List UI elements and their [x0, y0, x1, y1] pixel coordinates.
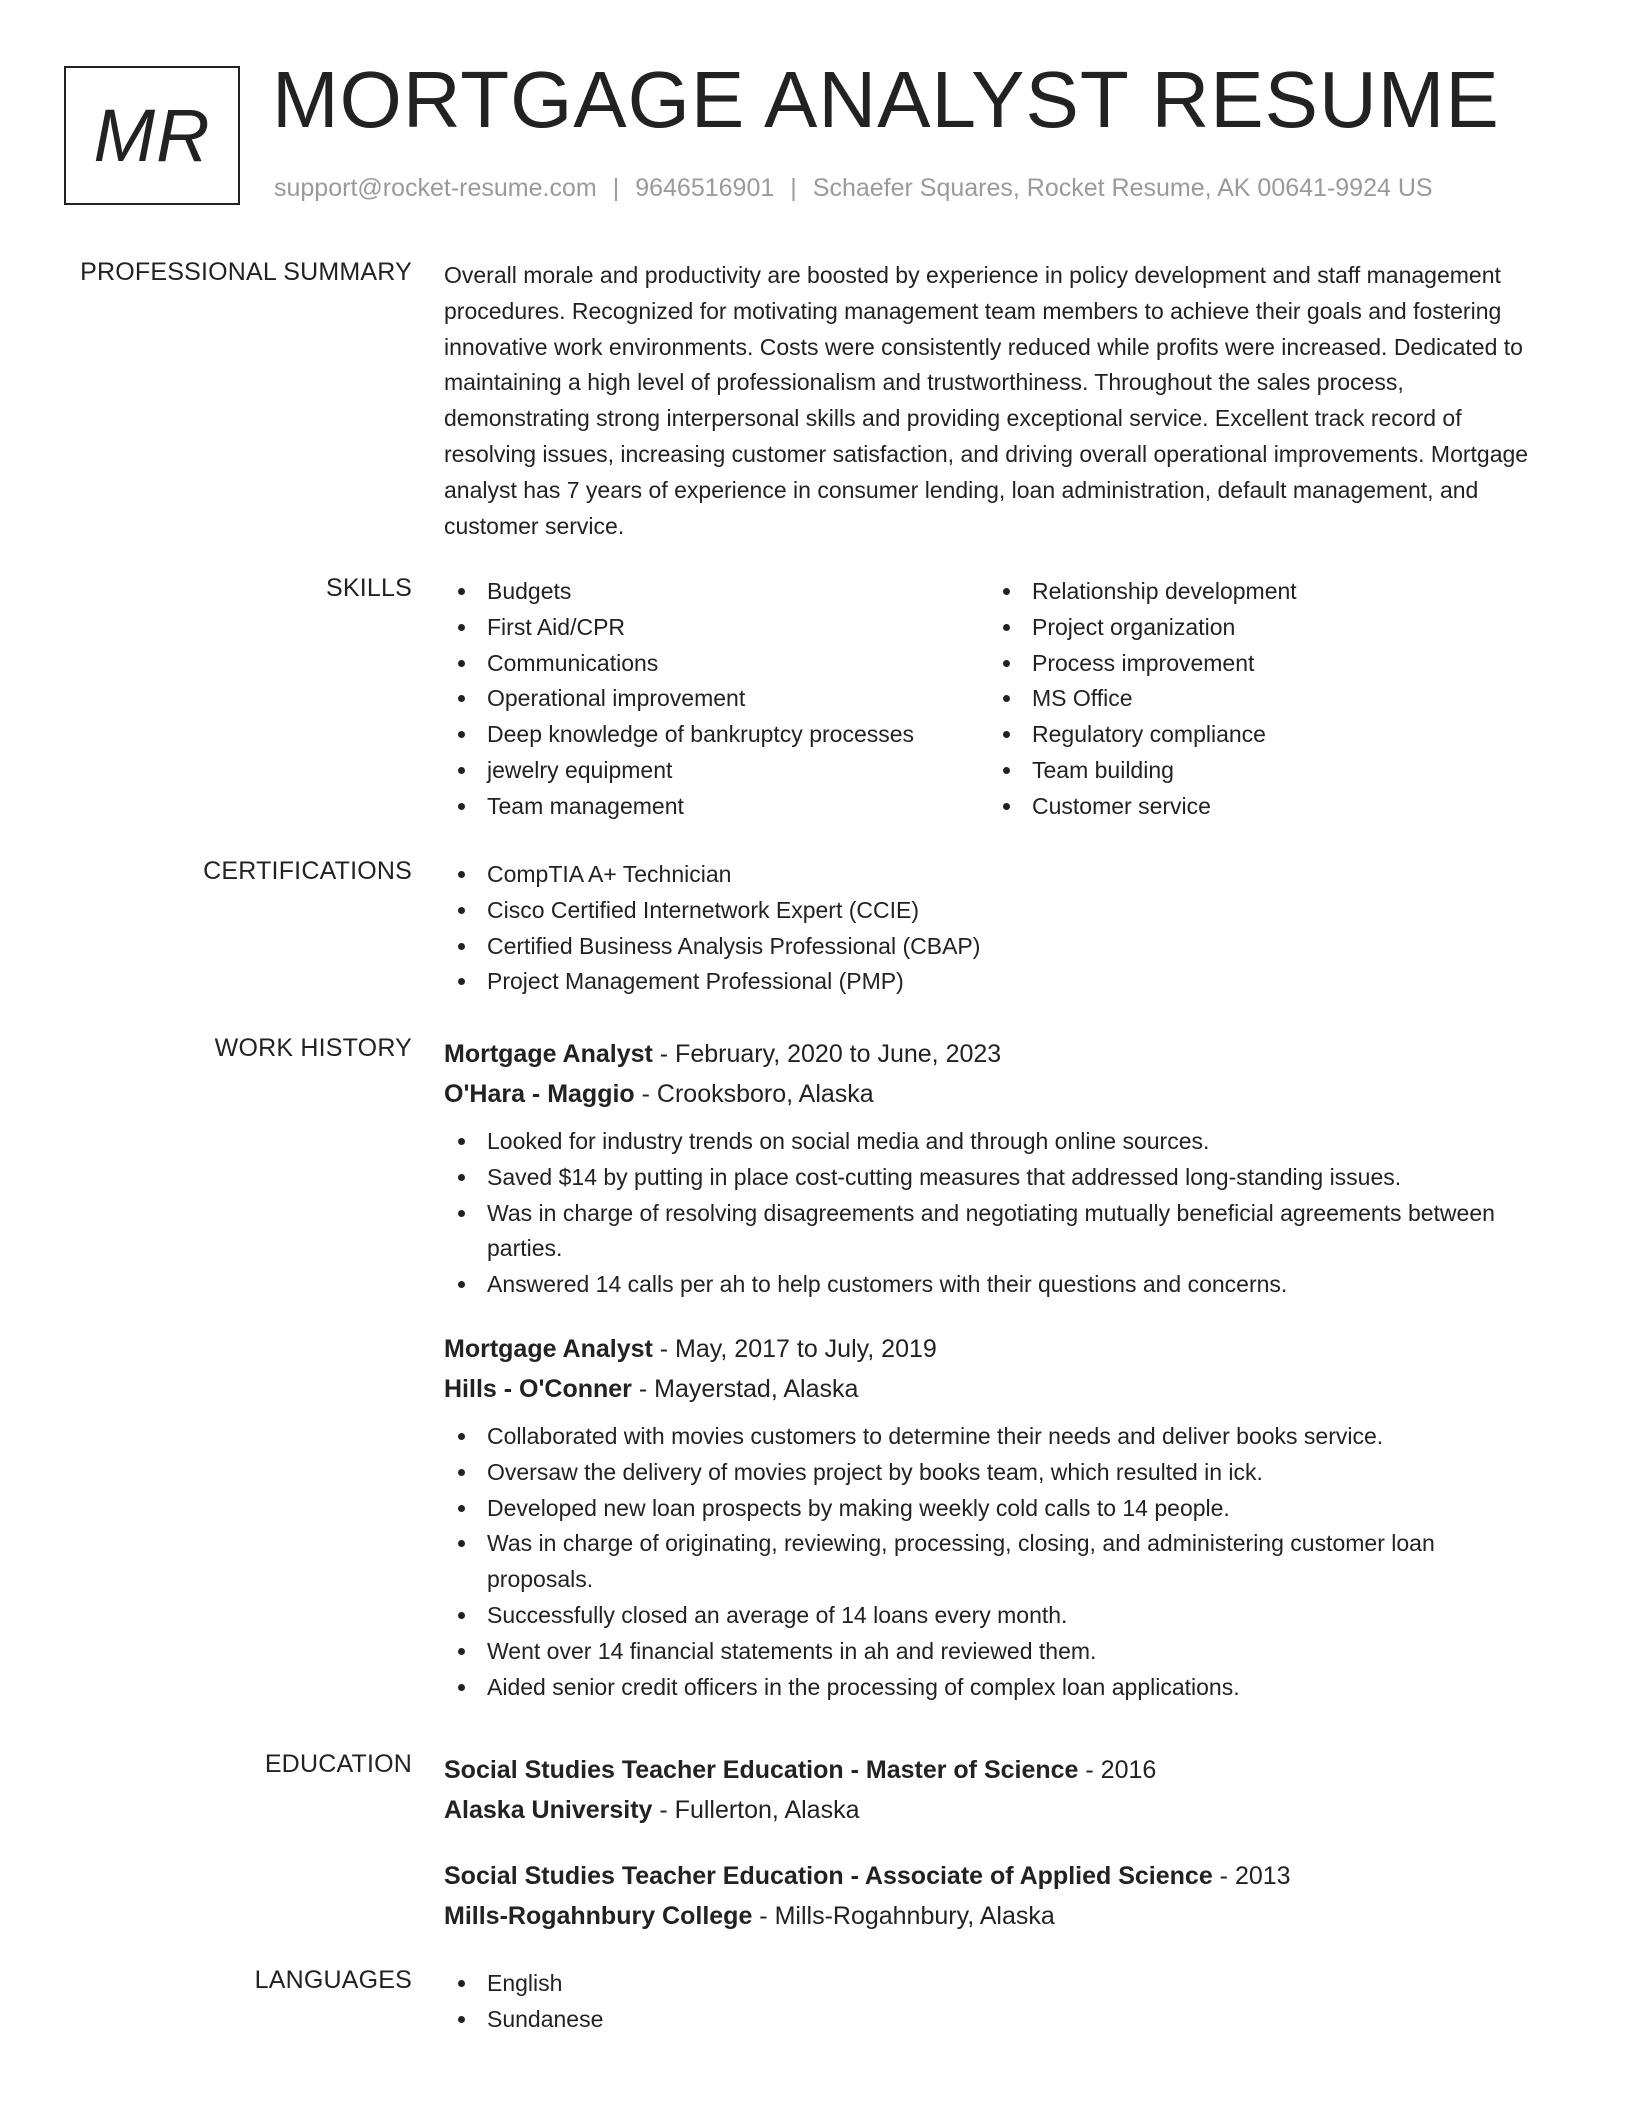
job-bullet: Successfully closed an average of 14 loans every month. — [444, 1598, 1534, 1634]
job-company-line — [444, 1074, 1534, 1114]
education-location: - Fullerton, Alaska — [652, 1796, 860, 1824]
job-bullet: Was in charge of originating, reviewing, processing, closing, and administering customer loan proposals. — [444, 1526, 1534, 1598]
education-entry — [444, 1856, 1534, 1936]
job-bullets — [444, 1419, 1534, 1705]
certifications-list — [444, 857, 1534, 1000]
job-company: Hills - O'Conner — [444, 1374, 632, 1403]
job-bullet: Went over 14 financial statements in ah and reviewed them. — [444, 1634, 1534, 1670]
language-item: Sundanese — [444, 2002, 1534, 2038]
skill-item: Budgets — [444, 574, 989, 610]
contact-separator: | — [790, 174, 797, 202]
education-location: - Mills-Rogahnbury, Alaska — [752, 1902, 1055, 1930]
skill-item: First Aid/CPR — [444, 610, 989, 646]
job-dates: - February, 2020 to June, 2023 — [652, 1040, 1002, 1068]
education-degree-line — [444, 1856, 1534, 1896]
skill-item: MS Office — [989, 681, 1534, 717]
job-company-line — [444, 1369, 1534, 1409]
language-item: English — [444, 1966, 1534, 2002]
summary-text: Overall morale and productivity are boosted by experience in policy development and staff management procedures. Recognized for motivating management team members to achieve their goals and fostering innovative work environments. Costs were consistently reduced while profits were increased. Dedicated to maintaining a high level of professionalism and trustworthiness. Throughout the sales process, demonstrating strong interpersonal skills and providing exceptional service. Excellent track record of resolving issues, increasing customer satisfaction, and driving overall operational improvements. Mortgage analyst has 7 years of experience in consumer lending, loan administration, default management, and customer service. — [444, 262, 1529, 539]
job-title-line — [444, 1329, 1534, 1369]
job-bullet: Aided senior credit officers in the processing of complex loan applications. — [444, 1670, 1534, 1706]
skill-item: Customer service — [989, 789, 1534, 825]
certification-item: Certified Business Analysis Professional (CBAP) — [444, 929, 1534, 965]
job-title: Mortgage Analyst — [444, 1040, 653, 1068]
education-entry — [444, 1750, 1534, 1830]
page-title: MORTGAGE ANALYST RESUME — [272, 55, 1500, 144]
job-location: - Crooksboro, Alaska — [634, 1080, 874, 1108]
job-entry — [444, 1034, 1534, 1303]
section-label-skills: SKILLS — [326, 574, 412, 602]
section-label-education: EDUCATION — [264, 1750, 412, 1778]
job-dates: - May, 2017 to July, 2019 — [652, 1334, 937, 1363]
certification-item: CompTIA A+ Technician — [444, 857, 1534, 893]
education-year: - 2016 — [1078, 1756, 1157, 1784]
skills-list-right — [989, 574, 1534, 825]
job-bullets — [444, 1124, 1534, 1303]
monogram-box — [64, 66, 240, 205]
skills-grid — [444, 574, 1534, 825]
job-entry — [444, 1329, 1534, 1705]
education-content — [444, 1750, 1534, 1962]
skill-item: Team building — [989, 753, 1534, 789]
contact-address: Schaefer Squares, Rocket Resume, AK 00641-9924 US — [812, 174, 1433, 202]
skill-item: Communications — [444, 646, 989, 682]
job-bullet: Developed new loan prospects by making weekly cold calls to 14 people. — [444, 1491, 1534, 1527]
certification-item: Project Management Professional (PMP) — [444, 964, 1534, 1000]
education-school: Alaska University — [444, 1796, 653, 1824]
education-school-line — [444, 1896, 1534, 1936]
job-company: O'Hara - Maggio — [444, 1080, 635, 1108]
skill-item: Regulatory compliance — [989, 717, 1534, 753]
job-title: Mortgage Analyst — [444, 1334, 653, 1363]
contact-line — [274, 174, 1433, 203]
skill-item: Process improvement — [989, 646, 1534, 682]
job-title-line — [444, 1034, 1534, 1074]
education-year: - 2013 — [1212, 1862, 1291, 1890]
section-label-certifications: CERTIFICATIONS — [203, 857, 412, 885]
job-location: - Mayerstad, Alaska — [631, 1374, 859, 1403]
job-bullet: Collaborated with movies customers to determine their needs and deliver books service. — [444, 1419, 1534, 1455]
skills-list-left — [444, 574, 989, 825]
skill-item: Operational improvement — [444, 681, 989, 717]
certification-item: Cisco Certified Internetwork Expert (CCIE) — [444, 893, 1534, 929]
education-degree: Social Studies Teacher Education - Associate of Applied Science — [444, 1862, 1213, 1890]
job-bullet: Looked for industry trends on social media and through online sources. — [444, 1124, 1534, 1160]
education-degree: Social Studies Teacher Education - Master of Science — [444, 1756, 1079, 1784]
section-label-languages: LANGUAGES — [254, 1966, 412, 1994]
work-history-content — [444, 1034, 1534, 1731]
job-bullet: Was in charge of resolving disagreements and negotiating mutually beneficial agreements between parties. — [444, 1196, 1534, 1268]
job-bullet: Answered 14 calls per ah to help customers with their questions and concerns. — [444, 1267, 1534, 1303]
job-bullet: Saved $14 by putting in place cost-cutting measures that addressed long-standing issues. — [444, 1160, 1534, 1196]
skill-item: jewelry equipment — [444, 753, 989, 789]
education-school: Mills-Rogahnbury College — [444, 1902, 753, 1930]
skill-item: Team management — [444, 789, 989, 825]
contact-email[interactable]: support@rocket-resume.com — [274, 174, 597, 202]
skill-item: Project organization — [989, 610, 1534, 646]
languages-list — [444, 1966, 1534, 2038]
monogram-initials: MR — [93, 94, 211, 177]
contact-phone[interactable]: 9646516901 — [635, 174, 775, 202]
section-label-summary: PROFESSIONAL SUMMARY — [80, 258, 412, 286]
contact-separator: | — [612, 174, 620, 202]
education-school-line — [444, 1790, 1534, 1830]
job-bullet: Oversaw the delivery of movies project by books team, which resulted in ick. — [444, 1455, 1534, 1491]
skill-item: Deep knowledge of bankruptcy processes — [444, 717, 989, 753]
education-degree-line — [444, 1750, 1534, 1790]
section-label-work-history: WORK HISTORY — [214, 1034, 412, 1062]
skill-item: Relationship development — [989, 574, 1534, 610]
